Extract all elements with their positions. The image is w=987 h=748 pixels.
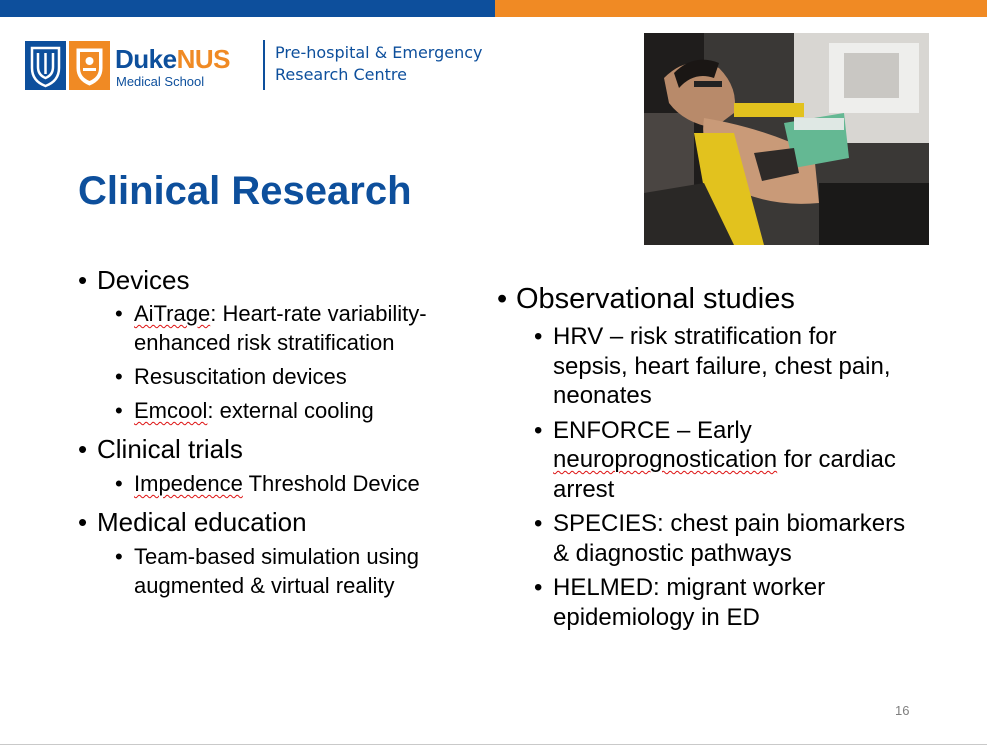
brand-name <box>115 44 230 74</box>
bullet-text: HELMED: migrant worker epidemiology in ED <box>553 574 826 631</box>
bullet-text: SPECIES: chest pain biomarkers & diagnostic pathways <box>553 510 906 567</box>
bullet-text: Threshold Device <box>242 471 420 496</box>
brand-nus: NUS <box>176 44 230 74</box>
bullet-text: HRV – risk stratification for sepsis, heart failure, chest pain, neonates <box>553 323 891 409</box>
bullet-emcool <box>78 396 498 425</box>
bottom-divider <box>0 744 987 745</box>
header-bar-orange <box>495 0 987 17</box>
patient-photo <box>644 33 929 245</box>
bullet-text: Resuscitation devices <box>134 364 347 389</box>
right-column <box>497 282 917 632</box>
slide-title: Clinical Research <box>78 169 412 213</box>
left-column <box>78 265 498 600</box>
bullet-hrv <box>497 322 917 411</box>
header-bar-blue <box>0 0 495 17</box>
bullet-enforce <box>497 416 917 505</box>
bullet-medical-education: • Medical education <box>78 507 498 538</box>
bullet-text: Team-based simulation using augmented & virtual reality <box>134 544 419 598</box>
logo-divider <box>263 40 265 90</box>
centre-name <box>275 42 483 86</box>
bullet-text: ENFORCE – Early <box>553 416 752 444</box>
bullet-clinical-trials: • Clinical trials <box>78 434 498 465</box>
nus-crest-icon <box>69 41 110 90</box>
bullet-species <box>497 509 917 568</box>
bullet-impedence <box>78 469 498 498</box>
spellcheck-term: neuroprognostication <box>553 446 778 473</box>
duke-shield-icon <box>25 41 66 90</box>
centre-name-line-2: Research Centre <box>275 65 407 84</box>
brand-subtitle: Medical School <box>116 74 205 89</box>
bullet-helmed <box>497 573 917 632</box>
bullet-resuscitation-devices <box>78 362 498 391</box>
bullet-text: : Heart-rate variability-enhanced risk stratification <box>134 301 427 355</box>
bullet-aitrage <box>78 299 498 357</box>
duke-nus-logo <box>25 40 495 92</box>
bullet-text: for cardiac arrest <box>553 446 896 503</box>
spellcheck-term: Emcool <box>134 398 208 423</box>
bullet-team-simulation <box>78 542 498 600</box>
bullet-observational-studies: • Observational studies <box>497 282 917 316</box>
brand-duke: Duke <box>115 44 177 74</box>
spellcheck-term: Impedence <box>134 471 243 496</box>
bullet-devices: • Devices <box>78 265 498 296</box>
bullet-text: : external cooling <box>207 398 374 423</box>
page-number: 16 <box>895 703 910 718</box>
centre-name-line-1: Pre-hospital & Emergency <box>275 43 483 62</box>
spellcheck-term: AiTrage <box>134 301 211 326</box>
